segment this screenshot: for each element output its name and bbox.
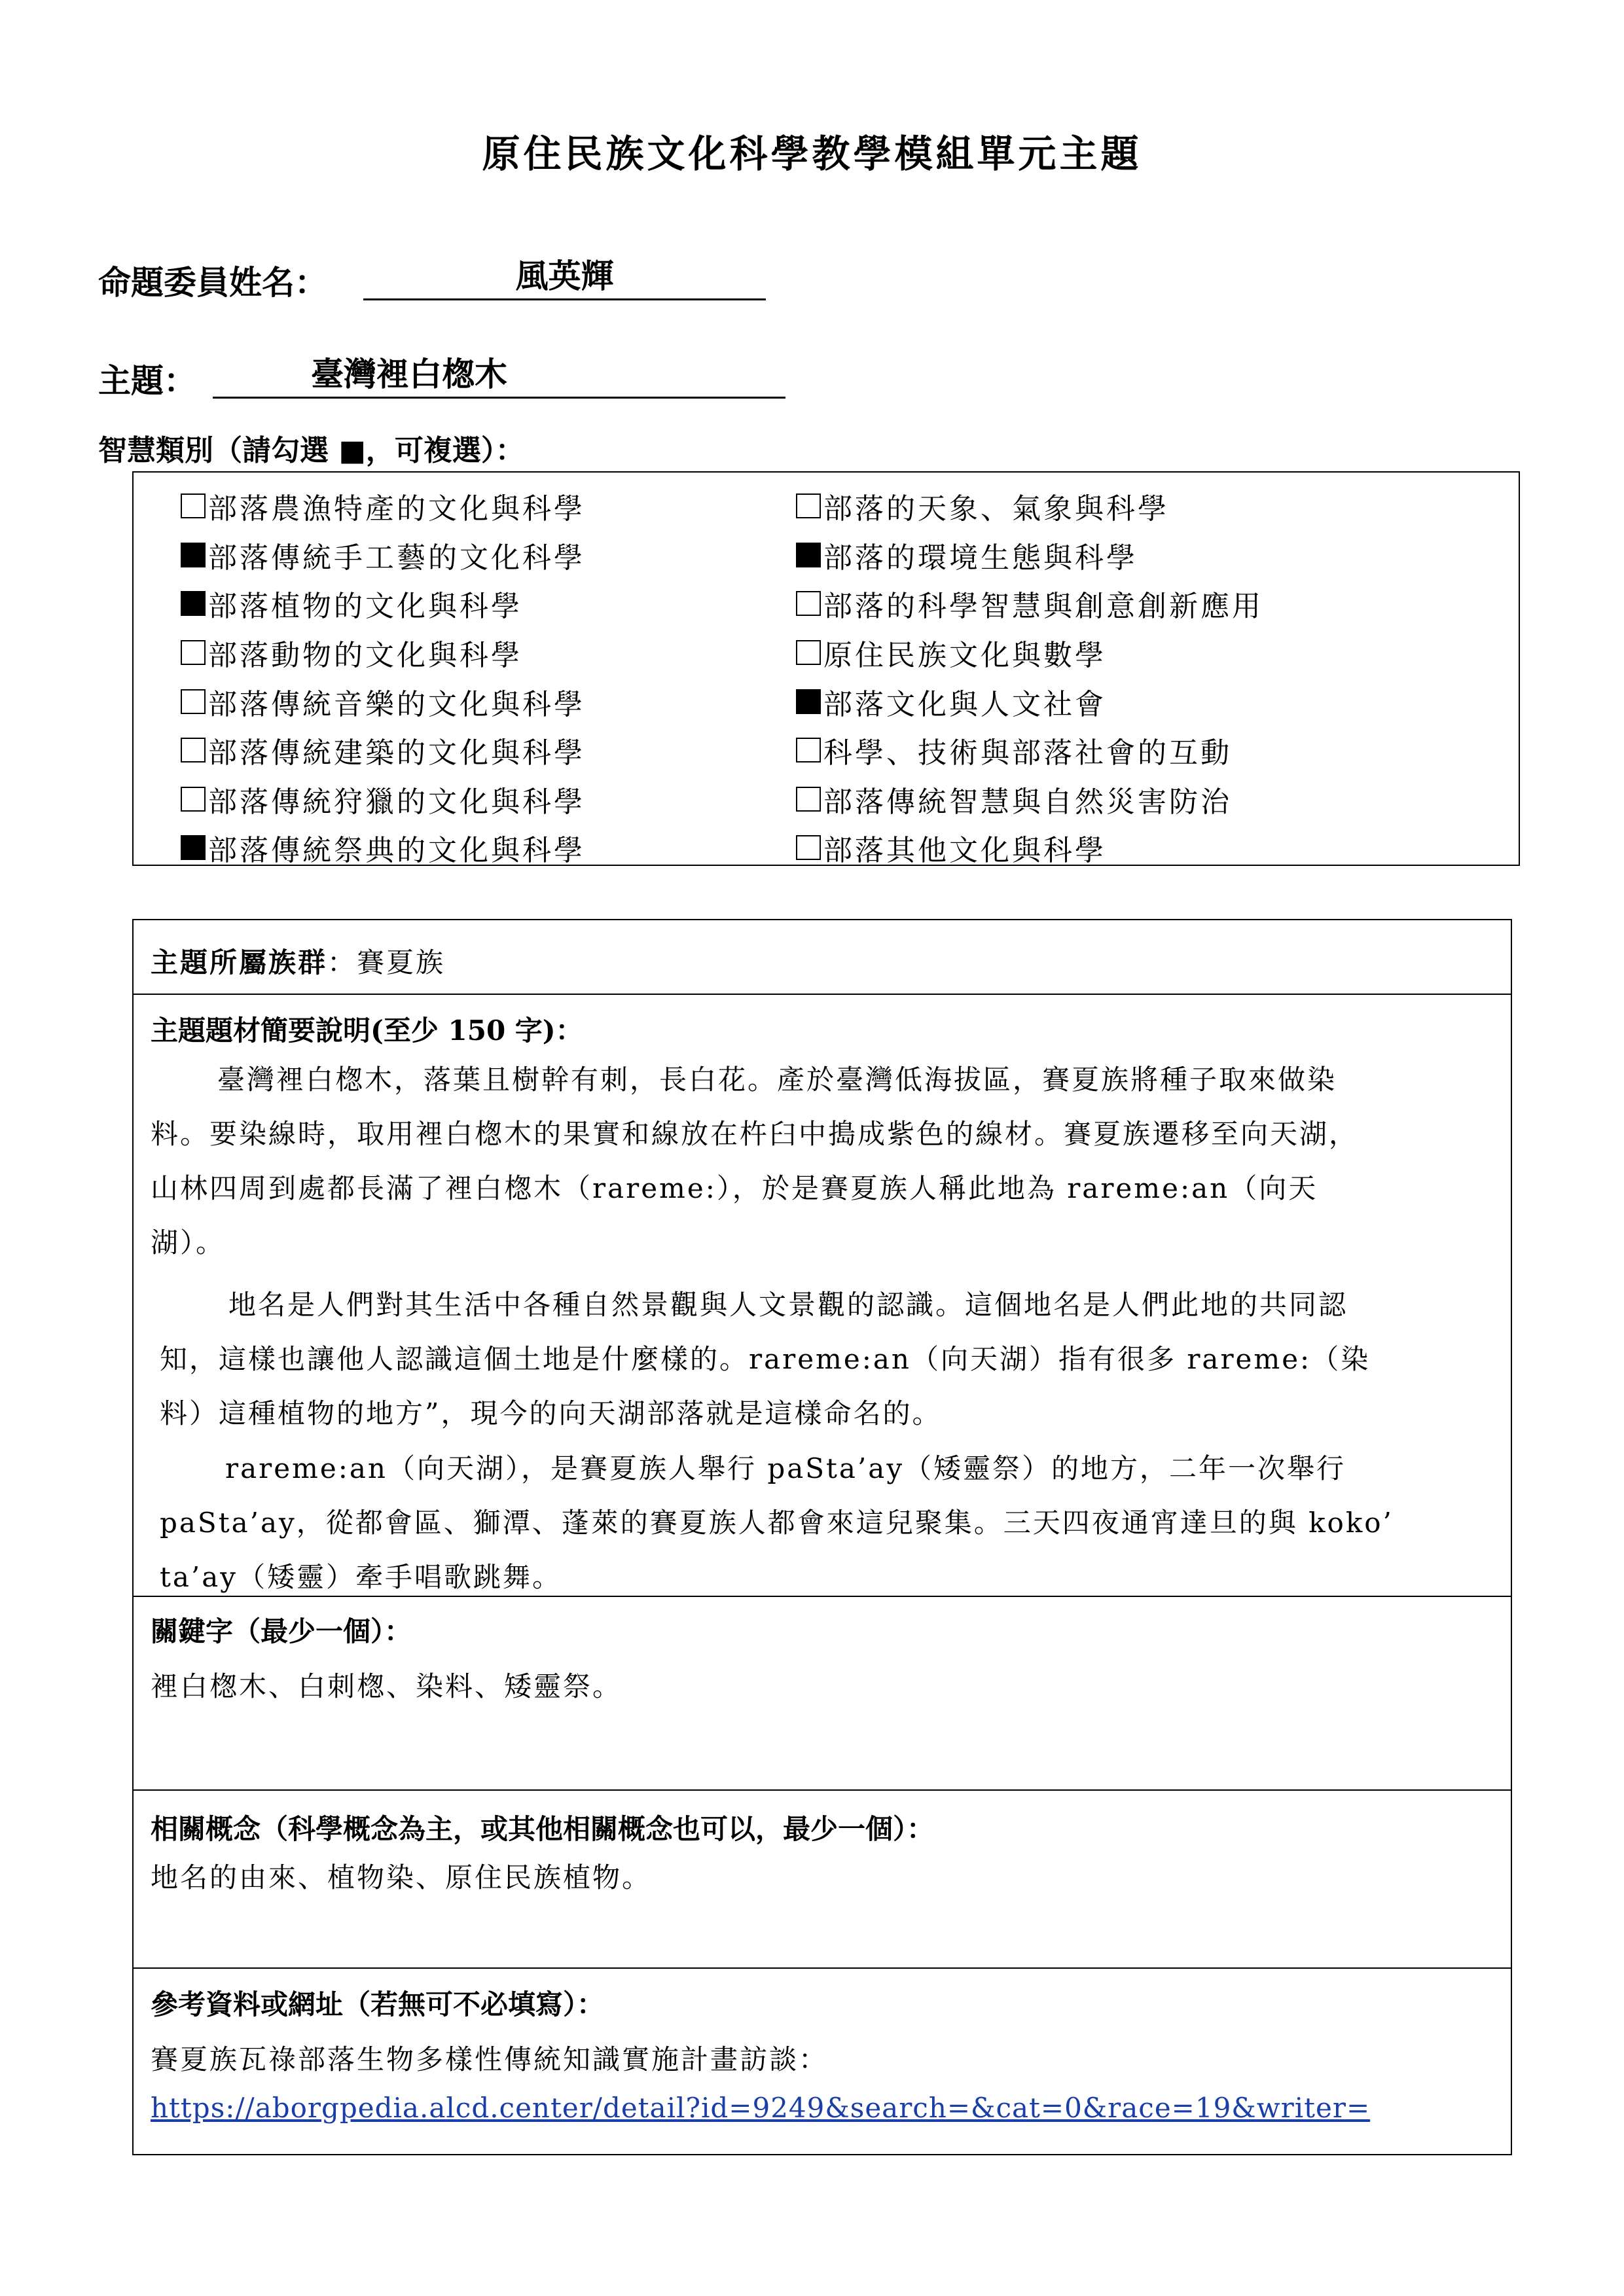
description-line: 料。要染線時，取用裡白楤木的果實和線放在杵臼中搗成紫色的線材。賽夏族遷移至向天湖， [151,1118,1359,1150]
references-text: 賽夏族瓦祿部落生物多樣性傳統知識實施計畫訪談： [151,2043,829,2075]
category-option[interactable] [181,775,585,824]
keywords-value: 裡白楤木、白刺楤、染料、矮靈祭。 [151,1670,623,1702]
references-label: 參考資料或網址（若無可不必填寫）： [151,1988,605,2020]
unchecked-checkbox[interactable] [796,835,821,860]
category-label: 部落傳統音樂的文化與科學 [208,687,585,721]
category-option[interactable] [181,628,585,677]
category-label: 部落傳統智慧與自然災害防治 [823,785,1232,819]
unchecked-checkbox[interactable] [796,738,821,762]
category-label: 科學、技術與部落社會的互動 [823,736,1232,770]
description-paragraph-2 [134,1278,1513,1441]
category-label: 部落傳統狩獵的文化與科學 [208,785,585,819]
category-label: 部落傳統手工藝的文化科學 [208,541,585,575]
description-line: 山林四周到處都長滿了裡白楤木（rareme:），於是賽夏族人稱此地為 rareme:an（向天 [151,1172,1318,1204]
references-row [134,1967,1511,2155]
unchecked-checkbox[interactable] [181,493,206,518]
category-column-right [796,482,1263,872]
wisdom-category-hint: 智慧類別（請勾選 ■，可複選）： [98,434,524,467]
unchecked-checkbox[interactable] [796,591,821,616]
category-option[interactable] [796,677,1263,726]
unchecked-checkbox[interactable] [796,493,821,518]
unchecked-checkbox[interactable] [181,738,206,762]
description-label: 主題題材簡要說明(至少 150 字)： [151,1014,583,1047]
category-label: 部落傳統祭典的文化與科學 [208,834,585,868]
checked-checkbox[interactable] [796,543,821,567]
description-line: 湖）。 [151,1227,226,1259]
author-label: 命題委員姓名： [98,263,327,302]
category-label: 原住民族文化與數學 [823,639,1106,673]
category-option[interactable] [181,677,585,726]
author-name-field: 風英輝 [363,257,766,300]
checked-checkbox[interactable] [181,835,206,860]
description-line: 料）這種植物的地方”，現今的向天湖部落就是這樣命名的。 [160,1397,942,1429]
checked-checkbox[interactable] [181,591,206,616]
reference-link[interactable]: https://aborgpedia.alcd.center/detail?id=9249&search=&cat=0&race=19&writer= [151,2092,1371,2124]
category-label: 部落植物的文化與科學 [208,590,522,624]
category-option[interactable] [796,823,1263,872]
category-label: 部落的科學智慧與創意創新應用 [823,590,1263,624]
unchecked-checkbox[interactable] [796,640,821,665]
description-row [134,994,1511,1597]
category-option[interactable] [181,482,585,531]
checked-checkbox[interactable] [796,689,821,714]
checked-checkbox[interactable] [181,543,206,567]
category-option[interactable] [796,482,1263,531]
description-line: paSta’ay，從都會區、獅潭、蓬萊的賽夏族人都會來這兒聚集。三天四夜通宵達旦的與 koko’ [160,1507,1394,1539]
description-line: 臺灣裡白楤木，落葉且樹幹有刺，長白花。產於臺灣低海拔區，賽夏族將種子取來做染 [217,1064,1337,1096]
concepts-value: 地名的由來、植物染、原住民族植物。 [151,1861,652,1893]
topic-field [213,355,785,399]
wisdom-category-box [132,471,1520,866]
topic-value: 臺灣裡白楤木 [311,355,507,393]
unchecked-checkbox[interactable] [181,689,206,714]
keywords-label: 關鍵字（最少一個）： [151,1615,412,1647]
page-title: 原住民族文化科學教學模組單元主題 [482,132,1142,176]
concepts-label: 相關概念（科學概念為主，或其他相關概念也可以，最少一個）： [151,1813,935,1845]
keywords-row [134,1596,1511,1791]
unchecked-checkbox[interactable] [181,640,206,665]
concepts-row [134,1789,1511,1969]
unchecked-checkbox[interactable] [181,787,206,812]
description-paragraph-3 [134,1441,1513,1604]
category-label: 部落傳統建築的文化與科學 [208,736,585,770]
category-option[interactable] [181,531,585,580]
description-line: ta’ay（矮靈）牽手唱歌跳舞。 [160,1561,562,1593]
description-line: rareme:an（向天湖），是賽夏族人舉行 paSta’ay（矮靈祭）的地方，二年一次舉行 [225,1452,1346,1484]
topic-detail-table [132,919,1512,2155]
category-label: 部落的環境生態與科學 [823,541,1138,575]
category-label: 部落農漁特產的文化與科學 [208,492,585,526]
category-label: 部落動物的文化與科學 [208,639,522,673]
ethnic-group-value: ：賽夏族 [327,946,446,978]
category-option[interactable] [796,531,1263,580]
description-line: 地名是人們對其生活中各種自然景觀與人文景觀的認識。這個地名是人們此地的共同認 [228,1289,1348,1321]
category-option[interactable] [796,775,1263,824]
description-line: 知，這樣也讓他人認識這個土地是什麼樣的。rareme:an（向天湖）指有很多 rareme:（染 [160,1343,1371,1375]
category-option[interactable] [796,628,1263,677]
category-label: 部落文化與人文社會 [823,687,1106,721]
unchecked-checkbox[interactable] [796,787,821,812]
category-option[interactable] [181,579,585,628]
category-label: 部落的天象、氣象與科學 [823,492,1169,526]
category-option[interactable] [181,726,585,775]
category-option[interactable] [796,726,1263,775]
category-label: 部落其他文化與科學 [823,834,1106,868]
category-option[interactable] [796,579,1263,628]
description-paragraph-1 [134,1052,1513,1270]
ethnic-group-label: 主題所屬族群 [151,946,328,978]
ethnic-group-row [134,920,1511,994]
topic-label: 主題： [98,361,196,400]
category-option[interactable] [181,823,585,872]
category-column-left [181,482,585,872]
